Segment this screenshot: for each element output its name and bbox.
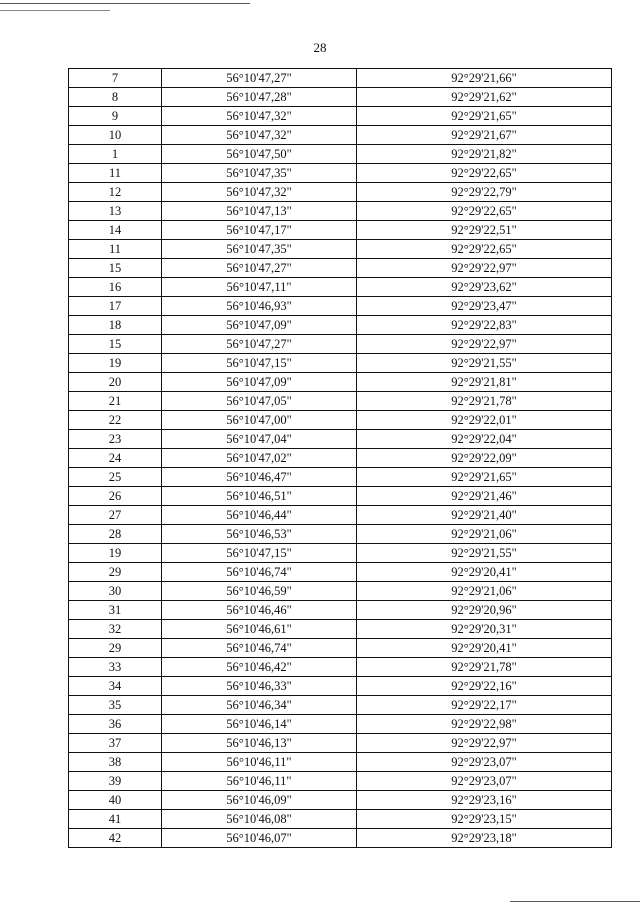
- table-row: [69, 392, 612, 411]
- table-row: [69, 468, 612, 487]
- point-number-cell: 40: [69, 791, 162, 810]
- latitude-cell: 56°10'47,15": [162, 544, 357, 563]
- longitude-cell: 92°29'22,65": [357, 202, 612, 221]
- latitude-cell: 56°10'47,32": [162, 107, 357, 126]
- latitude-cell: 56°10'47,32": [162, 126, 357, 145]
- table-row: [69, 335, 612, 354]
- point-number-cell: 19: [69, 544, 162, 563]
- table-row: [69, 240, 612, 259]
- longitude-cell: 92°29'23,07": [357, 772, 612, 791]
- longitude-cell: 92°29'22,65": [357, 240, 612, 259]
- longitude-cell: 92°29'21,40": [357, 506, 612, 525]
- longitude-cell: 92°29'22,04": [357, 430, 612, 449]
- longitude-cell: 92°29'22,98": [357, 715, 612, 734]
- longitude-cell: 92°29'21,66": [357, 69, 612, 88]
- table-row: [69, 525, 612, 544]
- point-number-cell: 25: [69, 468, 162, 487]
- longitude-cell: 92°29'20,96": [357, 601, 612, 620]
- latitude-cell: 56°10'47,27": [162, 335, 357, 354]
- table-row: [69, 259, 612, 278]
- scan-edge-line: [510, 901, 640, 902]
- table-row: [69, 734, 612, 753]
- latitude-cell: 56°10'46,44": [162, 506, 357, 525]
- point-number-cell: 7: [69, 69, 162, 88]
- longitude-cell: 92°29'23,07": [357, 753, 612, 772]
- longitude-cell: 92°29'22,97": [357, 335, 612, 354]
- latitude-cell: 56°10'47,32": [162, 183, 357, 202]
- latitude-cell: 56°10'46,07": [162, 829, 357, 848]
- longitude-cell: 92°29'21,55": [357, 354, 612, 373]
- point-number-cell: 24: [69, 449, 162, 468]
- table-row: [69, 145, 612, 164]
- point-number-cell: 14: [69, 221, 162, 240]
- longitude-cell: 92°29'22,97": [357, 259, 612, 278]
- point-number-cell: 38: [69, 753, 162, 772]
- point-number-cell: 15: [69, 335, 162, 354]
- point-number-cell: 16: [69, 278, 162, 297]
- latitude-cell: 56°10'46,34": [162, 696, 357, 715]
- point-number-cell: 11: [69, 164, 162, 183]
- latitude-cell: 56°10'46,08": [162, 810, 357, 829]
- table-row: [69, 449, 612, 468]
- point-number-cell: 42: [69, 829, 162, 848]
- table-row: [69, 639, 612, 658]
- latitude-cell: 56°10'47,00": [162, 411, 357, 430]
- latitude-cell: 56°10'47,05": [162, 392, 357, 411]
- point-number-cell: 10: [69, 126, 162, 145]
- point-number-cell: 28: [69, 525, 162, 544]
- latitude-cell: 56°10'46,09": [162, 791, 357, 810]
- point-number-cell: 1: [69, 145, 162, 164]
- longitude-cell: 92°29'22,97": [357, 734, 612, 753]
- table-row: [69, 487, 612, 506]
- latitude-cell: 56°10'47,09": [162, 373, 357, 392]
- point-number-cell: 17: [69, 297, 162, 316]
- latitude-cell: 56°10'46,46": [162, 601, 357, 620]
- table-row: [69, 715, 612, 734]
- longitude-cell: 92°29'21,46": [357, 487, 612, 506]
- latitude-cell: 56°10'46,14": [162, 715, 357, 734]
- table-row: [69, 107, 612, 126]
- point-number-cell: 33: [69, 658, 162, 677]
- longitude-cell: 92°29'21,65": [357, 468, 612, 487]
- longitude-cell: 92°29'21,06": [357, 582, 612, 601]
- point-number-cell: 31: [69, 601, 162, 620]
- latitude-cell: 56°10'47,27": [162, 259, 357, 278]
- longitude-cell: 92°29'23,62": [357, 278, 612, 297]
- point-number-cell: 23: [69, 430, 162, 449]
- latitude-cell: 56°10'47,04": [162, 430, 357, 449]
- point-number-cell: 30: [69, 582, 162, 601]
- longitude-cell: 92°29'23,47": [357, 297, 612, 316]
- table-row: [69, 164, 612, 183]
- latitude-cell: 56°10'47,28": [162, 88, 357, 107]
- latitude-cell: 56°10'47,02": [162, 449, 357, 468]
- point-number-cell: 36: [69, 715, 162, 734]
- table-row: [69, 373, 612, 392]
- latitude-cell: 56°10'47,17": [162, 221, 357, 240]
- latitude-cell: 56°10'46,93": [162, 297, 357, 316]
- latitude-cell: 56°10'46,53": [162, 525, 357, 544]
- longitude-cell: 92°29'21,67": [357, 126, 612, 145]
- coordinates-table: [68, 68, 612, 848]
- table-row: [69, 544, 612, 563]
- point-number-cell: 12: [69, 183, 162, 202]
- coordinates-table-body: [69, 69, 612, 848]
- longitude-cell: 92°29'20,41": [357, 639, 612, 658]
- point-number-cell: 8: [69, 88, 162, 107]
- table-row: [69, 69, 612, 88]
- point-number-cell: 29: [69, 563, 162, 582]
- table-row: [69, 354, 612, 373]
- latitude-cell: 56°10'47,35": [162, 240, 357, 259]
- table-row: [69, 620, 612, 639]
- table-row: [69, 696, 612, 715]
- point-number-cell: 9: [69, 107, 162, 126]
- table-row: [69, 791, 612, 810]
- longitude-cell: 92°29'21,06": [357, 525, 612, 544]
- latitude-cell: 56°10'46,33": [162, 677, 357, 696]
- latitude-cell: 56°10'47,50": [162, 145, 357, 164]
- point-number-cell: 20: [69, 373, 162, 392]
- longitude-cell: 92°29'21,62": [357, 88, 612, 107]
- point-number-cell: 19: [69, 354, 162, 373]
- longitude-cell: 92°29'21,81": [357, 373, 612, 392]
- table-row: [69, 88, 612, 107]
- table-row: [69, 563, 612, 582]
- scan-edge-line: [0, 3, 250, 4]
- longitude-cell: 92°29'20,31": [357, 620, 612, 639]
- point-number-cell: 21: [69, 392, 162, 411]
- point-number-cell: 13: [69, 202, 162, 221]
- scan-edge-line: [0, 10, 110, 11]
- point-number-cell: 32: [69, 620, 162, 639]
- table-row: [69, 810, 612, 829]
- point-number-cell: 15: [69, 259, 162, 278]
- latitude-cell: 56°10'47,27": [162, 69, 357, 88]
- table-row: [69, 183, 612, 202]
- longitude-cell: 92°29'23,16": [357, 791, 612, 810]
- point-number-cell: 18: [69, 316, 162, 335]
- table-row: [69, 772, 612, 791]
- latitude-cell: 56°10'47,11": [162, 278, 357, 297]
- table-row: [69, 126, 612, 145]
- table-row: [69, 202, 612, 221]
- page-number: 28: [313, 40, 327, 55]
- longitude-cell: 92°29'22,09": [357, 449, 612, 468]
- latitude-cell: 56°10'46,51": [162, 487, 357, 506]
- point-number-cell: 11: [69, 240, 162, 259]
- latitude-cell: 56°10'47,13": [162, 202, 357, 221]
- longitude-cell: 92°29'23,15": [357, 810, 612, 829]
- point-number-cell: 22: [69, 411, 162, 430]
- latitude-cell: 56°10'46,42": [162, 658, 357, 677]
- latitude-cell: 56°10'46,74": [162, 639, 357, 658]
- longitude-cell: 92°29'23,18": [357, 829, 612, 848]
- table-row: [69, 297, 612, 316]
- point-number-cell: 37: [69, 734, 162, 753]
- table-row: [69, 677, 612, 696]
- table-row: [69, 278, 612, 297]
- latitude-cell: 56°10'46,61": [162, 620, 357, 639]
- table-row: [69, 753, 612, 772]
- table-row: [69, 506, 612, 525]
- latitude-cell: 56°10'47,15": [162, 354, 357, 373]
- point-number-cell: 26: [69, 487, 162, 506]
- table-row: [69, 658, 612, 677]
- point-number-cell: 41: [69, 810, 162, 829]
- latitude-cell: 56°10'47,09": [162, 316, 357, 335]
- longitude-cell: 92°29'21,55": [357, 544, 612, 563]
- longitude-cell: 92°29'21,78": [357, 658, 612, 677]
- longitude-cell: 92°29'22,01": [357, 411, 612, 430]
- point-number-cell: 39: [69, 772, 162, 791]
- longitude-cell: 92°29'21,65": [357, 107, 612, 126]
- longitude-cell: 92°29'22,51": [357, 221, 612, 240]
- table-row: [69, 411, 612, 430]
- latitude-cell: 56°10'46,11": [162, 772, 357, 791]
- table-row: [69, 430, 612, 449]
- longitude-cell: 92°29'22,83": [357, 316, 612, 335]
- longitude-cell: 92°29'22,79": [357, 183, 612, 202]
- table-row: [69, 601, 612, 620]
- point-number-cell: 29: [69, 639, 162, 658]
- latitude-cell: 56°10'46,11": [162, 753, 357, 772]
- table-row: [69, 582, 612, 601]
- table-row: [69, 316, 612, 335]
- latitude-cell: 56°10'46,13": [162, 734, 357, 753]
- table-row: [69, 829, 612, 848]
- longitude-cell: 92°29'22,17": [357, 696, 612, 715]
- latitude-cell: 56°10'46,47": [162, 468, 357, 487]
- latitude-cell: 56°10'46,74": [162, 563, 357, 582]
- longitude-cell: 92°29'20,41": [357, 563, 612, 582]
- latitude-cell: 56°10'47,35": [162, 164, 357, 183]
- latitude-cell: 56°10'46,59": [162, 582, 357, 601]
- table-row: [69, 221, 612, 240]
- point-number-cell: 34: [69, 677, 162, 696]
- longitude-cell: 92°29'21,78": [357, 392, 612, 411]
- point-number-cell: 35: [69, 696, 162, 715]
- longitude-cell: 92°29'22,16": [357, 677, 612, 696]
- longitude-cell: 92°29'22,65": [357, 164, 612, 183]
- longitude-cell: 92°29'21,82": [357, 145, 612, 164]
- point-number-cell: 27: [69, 506, 162, 525]
